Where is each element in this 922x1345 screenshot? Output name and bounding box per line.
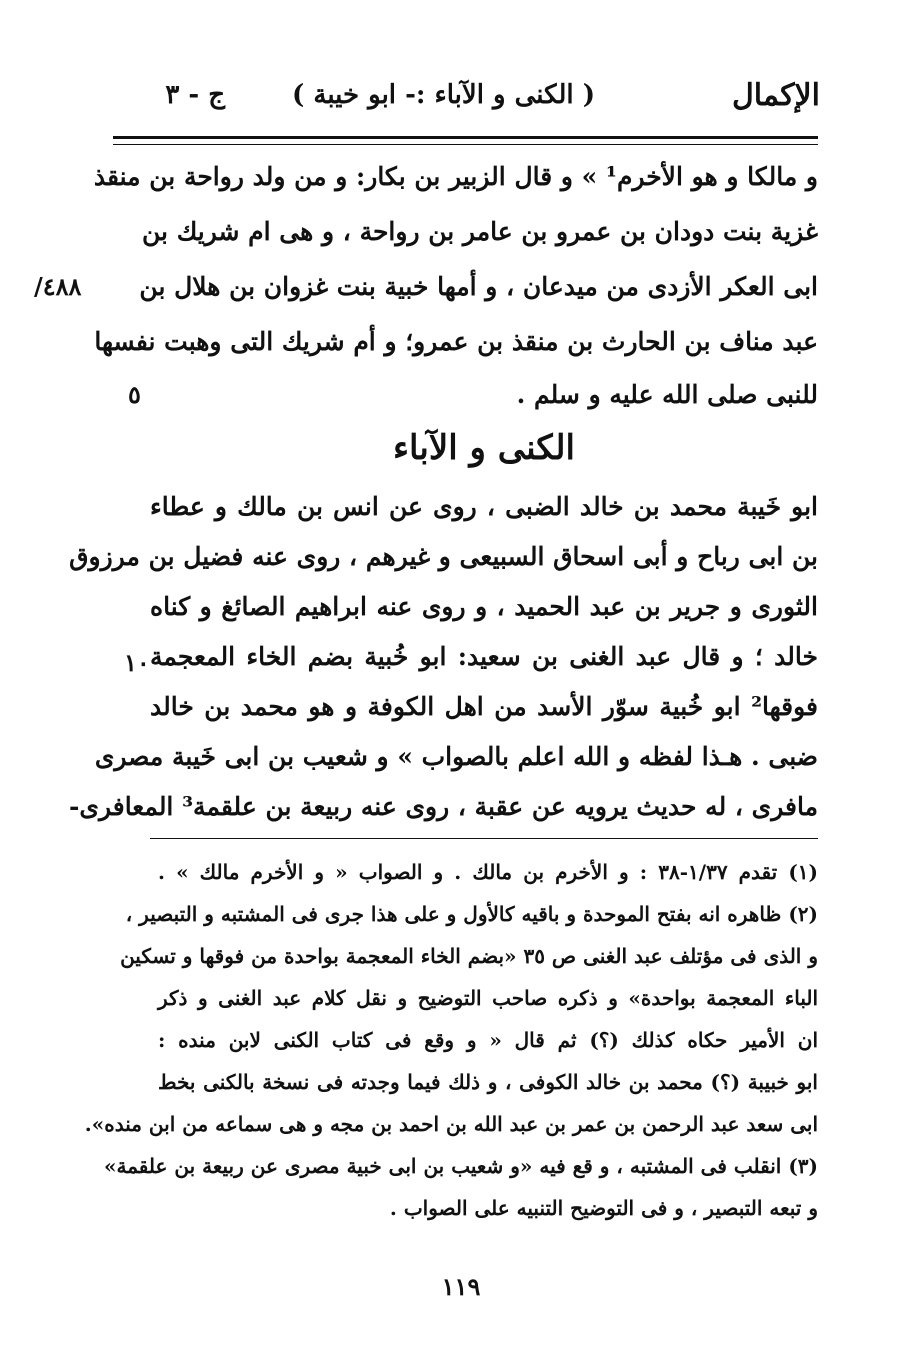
section-title: ( الكنى و الآباء :- ابو خيبة ): [292, 80, 595, 110]
page-number: ١١٩: [441, 1272, 481, 1301]
footnote-line: و تبعه التبصير ، و فى التوضيح التنبيه على الصواب .: [389, 1196, 818, 1220]
header-rule-thin: [113, 144, 818, 145]
text-line: بن ابى رباح و أبى اسحاق السبيعى و غيرهم ، روى عنه فضيل بن مرزوق: [69, 542, 818, 571]
running-header: [120, 78, 820, 126]
header-rule-thick: [113, 136, 818, 139]
footnote-line: (١) تقدم ١/٣٧-٣٨ : و الأخرم بن مالك . و الصواب « و الأخرم مالك » .: [158, 860, 819, 884]
footnote-line: (٢) ظاهره انه بفتح الموحدة و باقيه كالأول و على هذا جرى فى المشتبه و التبصير ،: [125, 902, 818, 926]
folio-marker: /٤٨٨: [34, 272, 82, 301]
text-line: ابى العكر الأزدى من ميدعان ، و أمها خبية بنت غزوان بن هلال بن: [139, 272, 818, 301]
book-title: الإكمال: [731, 78, 820, 113]
text-line: ضبى . هـذا لفظه و الله اعلم بالصواب » و شعيب بن ابى خَيبة مصرى: [94, 742, 818, 771]
line-number-10: ١٠: [124, 648, 150, 677]
text-line: غزية بنت دودان بن عمرو بن عامر بن رواحة ، و هى ام شريك بن: [142, 217, 818, 246]
text-line: الثورى و جرير بن عبد الحميد ، و روى عنه ابراهيم الصائغ و كناه: [150, 592, 818, 621]
footnote-line: ابو خبيبة (؟) محمد بن خالد الكوفى ، و ذلك فيما وجدته فى نسخة بالكنى بخط: [158, 1070, 818, 1094]
text-line: فوقها² ابو خُبية سوّر الأسد من اهل الكوفة و هو محمد بن خالد: [150, 692, 818, 721]
text-line: خالد ؛ و قال عبد الغنى بن سعيد: ابو خُبية بضم الخاء المعجمة: [150, 642, 818, 671]
text-line: ابو خَيبة محمد بن خالد الضبى ، روى عن انس بن مالك و عطاء: [150, 492, 818, 521]
text-line: و مالكا و هو الأخرم¹ » و قال الزبير بن بكار: و من ولد رواحة بن منقذ: [93, 162, 818, 191]
footnote-line: و الذى فى مؤتلف عبد الغنى ص ٣٥ «بضم الخاء المعجمة بواحدة من فوقها و تسكين: [120, 944, 818, 968]
text-line: للنبى صلى الله عليه و سلم .: [516, 380, 818, 409]
footnote-rule: [150, 838, 818, 839]
line-number-5: ٥: [128, 380, 141, 409]
footnote-line: الباء المعجمة بواحدة» و ذكره صاحب التوضيح و نقل كلام عبد الغنى و ذكر: [158, 986, 818, 1010]
text-line: عبد مناف بن الحارث بن منقذ بن عمرو؛ و أم شريك التى وهبت نفسها: [94, 327, 818, 356]
footnote-line: (٣) انقلب فى المشتبه ، و قع فيه «و شعيب بن ابى خبية مصرى عن ربيعة بن علقمة»: [103, 1154, 818, 1178]
section-heading: الكنى و الآباء: [393, 428, 575, 468]
footnote-line: ان الأمير حكاه كذلك (؟) ثم قال « و وقع فى كتاب الكنى لابن منده :: [158, 1028, 818, 1052]
volume-number: ج - ٣: [165, 80, 225, 110]
text-line: مافرى ، له حديث يرويه عن عقبة ، روى عنه ربيعة بن علقمة³ المعافرى-: [69, 792, 818, 821]
top-paragraph: [93, 150, 818, 430]
footnote-line: ابى سعد عبد الرحمن بن عمر بن عبد الله بن احمد بن مجه و هى سماعه من ابن منده».: [84, 1112, 818, 1136]
